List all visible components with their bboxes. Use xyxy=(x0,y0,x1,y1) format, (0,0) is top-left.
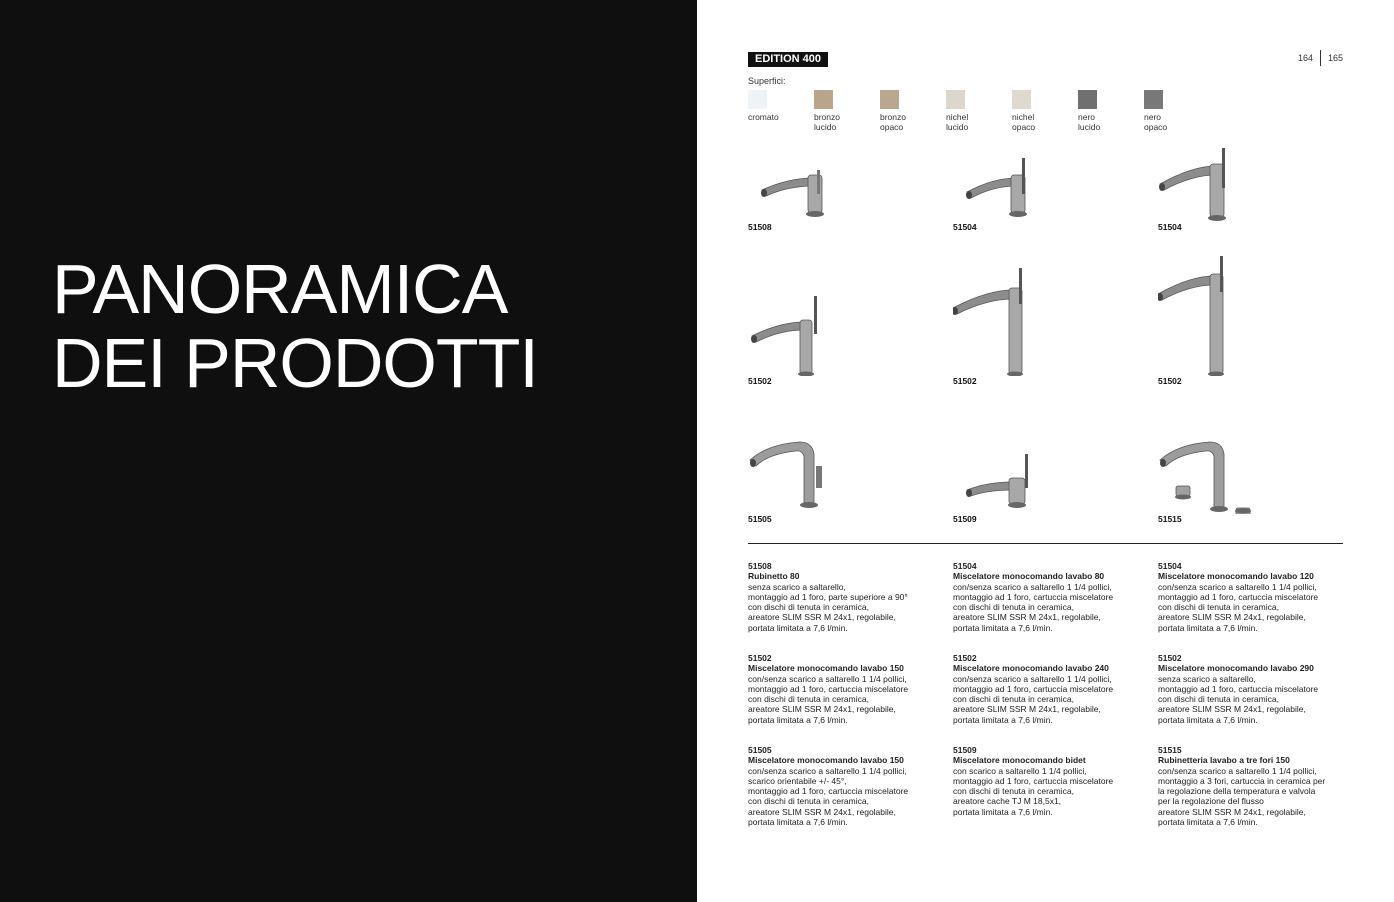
faucet-image xyxy=(953,148,1143,222)
product-tile xyxy=(748,292,938,386)
description-line: portata limitata a 7,6 l/min. xyxy=(953,806,1053,817)
description-line: montaggio a 3 fori, cartuccia in ceramica per xyxy=(1158,775,1326,786)
product-tile xyxy=(1158,148,1348,232)
faucet-taller-icon xyxy=(953,266,1073,376)
description-line: montaggio ad 1 foro, cartuccia miscelatore xyxy=(953,775,1114,786)
product-tile xyxy=(1158,256,1348,386)
surface-swatches xyxy=(748,90,1210,132)
surface-swatch-item xyxy=(1144,90,1210,132)
surface-swatch-label xyxy=(1078,112,1144,132)
description-line: portata limitata a 7,6 l/min. xyxy=(748,622,848,633)
surface-name-line-1: bronzo xyxy=(880,112,906,122)
surface-swatch-label xyxy=(1144,112,1210,132)
surface-swatch-item xyxy=(880,90,946,132)
description-block xyxy=(748,745,938,827)
bidet-mixer-icon xyxy=(953,434,1063,514)
description-line: areatore SLIM SSR M 24x1, regolabile, xyxy=(953,704,1101,715)
surfaces-label: Superfici: xyxy=(748,76,786,86)
surface-swatch xyxy=(1012,90,1031,109)
page-numbers xyxy=(1298,50,1343,66)
description-line: portata limitata a 7,6 l/min. xyxy=(748,714,848,725)
description-line: montaggio ad 1 foro, cartuccia miscelatore xyxy=(953,683,1114,694)
faucet-image xyxy=(1158,148,1348,222)
description-line: portata limitata a 7,6 l/min. xyxy=(953,714,1053,725)
surface-swatch-label xyxy=(880,112,946,132)
surface-name-line-2: lucido xyxy=(1078,122,1101,132)
surface-swatch-label xyxy=(1012,112,1078,132)
description-line: portata limitata a 7,6 l/min. xyxy=(953,622,1053,633)
description-line: areatore SLIM SSR M 24x1, regolabile, xyxy=(748,704,896,715)
product-code: 51509 xyxy=(953,514,977,524)
section-divider xyxy=(748,543,1343,544)
description-line: montaggio ad 1 foro, cartuccia miscelatore xyxy=(1158,591,1319,602)
description-name: Miscelatore monocomando lavabo 240 xyxy=(953,663,1109,674)
description-block xyxy=(953,745,1143,817)
edition-badge: EDITION 400 xyxy=(748,52,828,67)
description-line: la regolazione della temperatura e valvola xyxy=(1158,786,1316,797)
surface-swatch-item xyxy=(1078,90,1144,132)
description-block xyxy=(1158,561,1348,633)
description-code: 51515 xyxy=(1158,745,1182,755)
faucet-image xyxy=(748,434,938,514)
surface-swatch-item xyxy=(1012,90,1078,132)
surface-name-line-1: bronzo xyxy=(814,112,840,122)
description-line: scarico orientabile +/- 45°, xyxy=(748,775,847,786)
faucet-image xyxy=(1158,434,1348,514)
description-line: con/senza scarico a saltarello 1 1/4 pollici, xyxy=(748,673,907,684)
description-line: areatore SLIM SSR M 24x1, regolabile, xyxy=(1158,704,1306,715)
description-name: Miscelatore monocomando lavabo 290 xyxy=(1158,663,1314,674)
product-code: 51502 xyxy=(748,376,772,386)
description-code: 51504 xyxy=(953,561,977,571)
page-number-right: 165 xyxy=(1327,53,1343,63)
description-line: con/senza scarico a saltarello 1 1/4 pollici, xyxy=(1158,765,1317,776)
product-code: 51502 xyxy=(1158,376,1182,386)
description-line: areatore SLIM SSR M 24x1, regolabile, xyxy=(748,612,896,623)
description-line: senza scarico a saltarello, xyxy=(1158,673,1256,684)
product-tile xyxy=(953,266,1143,386)
faucet-medium-icon xyxy=(1158,148,1288,222)
product-tile xyxy=(1158,434,1348,524)
product-tile xyxy=(953,148,1143,232)
right-panel xyxy=(697,0,1394,902)
description-line: con/senza scarico a saltarello 1 1/4 pollici, xyxy=(953,581,1112,592)
description-block xyxy=(1158,653,1348,725)
description-line: con scarico a saltarello 1 1/4 pollici, xyxy=(953,765,1087,776)
description-line: con dischi di tenuta in ceramica, xyxy=(748,602,869,613)
surface-name-line-1: cromato xyxy=(748,112,779,122)
surface-name-line-1: nero xyxy=(1144,112,1162,122)
faucet-short-icon xyxy=(953,148,1063,222)
description-line: con dischi di tenuta in ceramica, xyxy=(748,796,869,807)
description-name: Miscelatore monocomando lavabo 150 xyxy=(748,755,904,766)
description-line: con dischi di tenuta in ceramica, xyxy=(953,694,1074,705)
description-line: areatore SLIM SSR M 24x1, regolabile, xyxy=(748,806,896,817)
surface-swatch xyxy=(946,90,965,109)
description-code: 51504 xyxy=(1158,561,1182,571)
surface-swatch-label xyxy=(946,112,1012,132)
surface-name-line-2: opaco xyxy=(880,122,904,132)
description-name: Rubinetteria lavabo a tre fori 150 xyxy=(1158,755,1290,766)
description-line: montaggio ad 1 foro, cartuccia miscelatore xyxy=(748,786,909,797)
product-tile xyxy=(953,434,1143,524)
product-tile xyxy=(748,434,938,524)
product-code: 51504 xyxy=(953,222,977,232)
description-line: portata limitata a 7,6 l/min. xyxy=(1158,817,1258,828)
description-line: con/senza scarico a saltarello 1 1/4 pollici, xyxy=(953,673,1112,684)
surface-name-line-2: opaco xyxy=(1012,122,1036,132)
surface-swatch-item xyxy=(814,90,880,132)
description-name: Miscelatore monocomando lavabo 80 xyxy=(953,571,1105,582)
product-code: 51515 xyxy=(1158,514,1182,524)
surface-swatch-item xyxy=(946,90,1012,132)
surface-swatch-item xyxy=(748,90,814,132)
description-line: con dischi di tenuta in ceramica, xyxy=(953,786,1074,797)
description-line: areatore SLIM SSR M 24x1, regolabile, xyxy=(1158,806,1306,817)
description-name: Miscelatore monocomando lavabo 150 xyxy=(748,663,904,674)
page-title-line-1: PANORAMICA xyxy=(52,250,508,328)
description-name: Rubinetto 80 xyxy=(748,571,800,582)
description-line: portata limitata a 7,6 l/min. xyxy=(1158,714,1258,725)
description-code: 51502 xyxy=(953,653,977,663)
surface-swatch xyxy=(1144,90,1163,109)
description-name: Miscelatore monocomando bidet xyxy=(953,755,1086,766)
surface-name-line-2: lucido xyxy=(946,122,969,132)
description-code: 51502 xyxy=(1158,653,1182,663)
description-line: per la regolazione del flusso xyxy=(1158,796,1264,807)
surface-swatch xyxy=(880,90,899,109)
description-line: con/senza scarico a saltarello 1 1/4 pollici, xyxy=(748,765,907,776)
surface-swatch xyxy=(814,90,833,109)
description-name: Miscelatore monocomando lavabo 120 xyxy=(1158,571,1314,582)
surface-swatch-label xyxy=(748,112,814,122)
product-tile xyxy=(748,148,938,232)
description-block xyxy=(1158,745,1348,827)
page-title xyxy=(52,252,538,400)
description-line: con/senza scarico a saltarello 1 1/4 pollici, xyxy=(1158,581,1317,592)
description-block xyxy=(953,653,1143,725)
faucet-image xyxy=(748,292,938,376)
page-title-line-2: DEI PRODOTTI xyxy=(52,324,538,402)
surface-name-line-1: nero xyxy=(1078,112,1096,122)
faucet-short-icon xyxy=(748,148,858,222)
description-line: montaggio ad 1 foro, cartuccia miscelatore xyxy=(953,591,1114,602)
page-number-left: 164 xyxy=(1297,53,1313,63)
description-block xyxy=(748,561,938,633)
surface-swatch xyxy=(1078,90,1097,109)
description-code: 51505 xyxy=(748,745,772,755)
description-line: con dischi di tenuta in ceramica, xyxy=(748,694,869,705)
faucet-tallest-icon xyxy=(1158,256,1278,376)
description-line: areatore SLIM SSR M 24x1, regolabile, xyxy=(1158,612,1306,623)
description-line: con dischi di tenuta in ceramica, xyxy=(1158,602,1279,613)
surface-name-line-2: lucido xyxy=(814,122,837,132)
description-line: areatore cache TJ M 18,5x1, xyxy=(953,796,1062,807)
description-line: montaggio ad 1 foro, cartuccia miscelatore xyxy=(1158,683,1319,694)
faucet-image xyxy=(953,434,1143,514)
description-line: senza scarico a saltarello, xyxy=(748,581,846,592)
description-code: 51502 xyxy=(748,653,772,663)
description-line: portata limitata a 7,6 l/min. xyxy=(748,817,848,828)
faucet-swivel-icon xyxy=(748,434,858,514)
product-code: 51505 xyxy=(748,514,772,524)
description-code: 51508 xyxy=(748,561,772,571)
faucet-image xyxy=(748,148,938,222)
faucet-image xyxy=(1158,256,1348,376)
product-code: 51504 xyxy=(1158,222,1182,232)
description-code: 51509 xyxy=(953,745,977,755)
description-block xyxy=(748,653,938,725)
three-hole-faucet-icon xyxy=(1158,434,1288,514)
surface-swatch-label xyxy=(814,112,880,132)
description-line: montaggio ad 1 foro, cartuccia miscelatore xyxy=(748,683,909,694)
surface-name-line-1: nichel xyxy=(946,112,969,122)
description-block xyxy=(953,561,1143,633)
surface-name-line-2: opaco xyxy=(1144,122,1168,132)
surface-swatch xyxy=(748,90,767,109)
faucet-tall-icon xyxy=(748,292,858,376)
product-code: 51502 xyxy=(953,376,977,386)
surface-name-line-1: nichel xyxy=(1012,112,1035,122)
description-line: con dischi di tenuta in ceramica, xyxy=(953,602,1074,613)
description-line: portata limitata a 7,6 l/min. xyxy=(1158,622,1258,633)
faucet-image xyxy=(953,266,1143,376)
description-line: montaggio ad 1 foro, parte superiore a 90° xyxy=(748,591,908,602)
description-line: areatore SLIM SSR M 24x1, regolabile, xyxy=(953,612,1101,623)
description-line: con dischi di tenuta in ceramica, xyxy=(1158,694,1279,705)
product-code: 51508 xyxy=(748,222,772,232)
page-number-divider xyxy=(1320,50,1321,66)
